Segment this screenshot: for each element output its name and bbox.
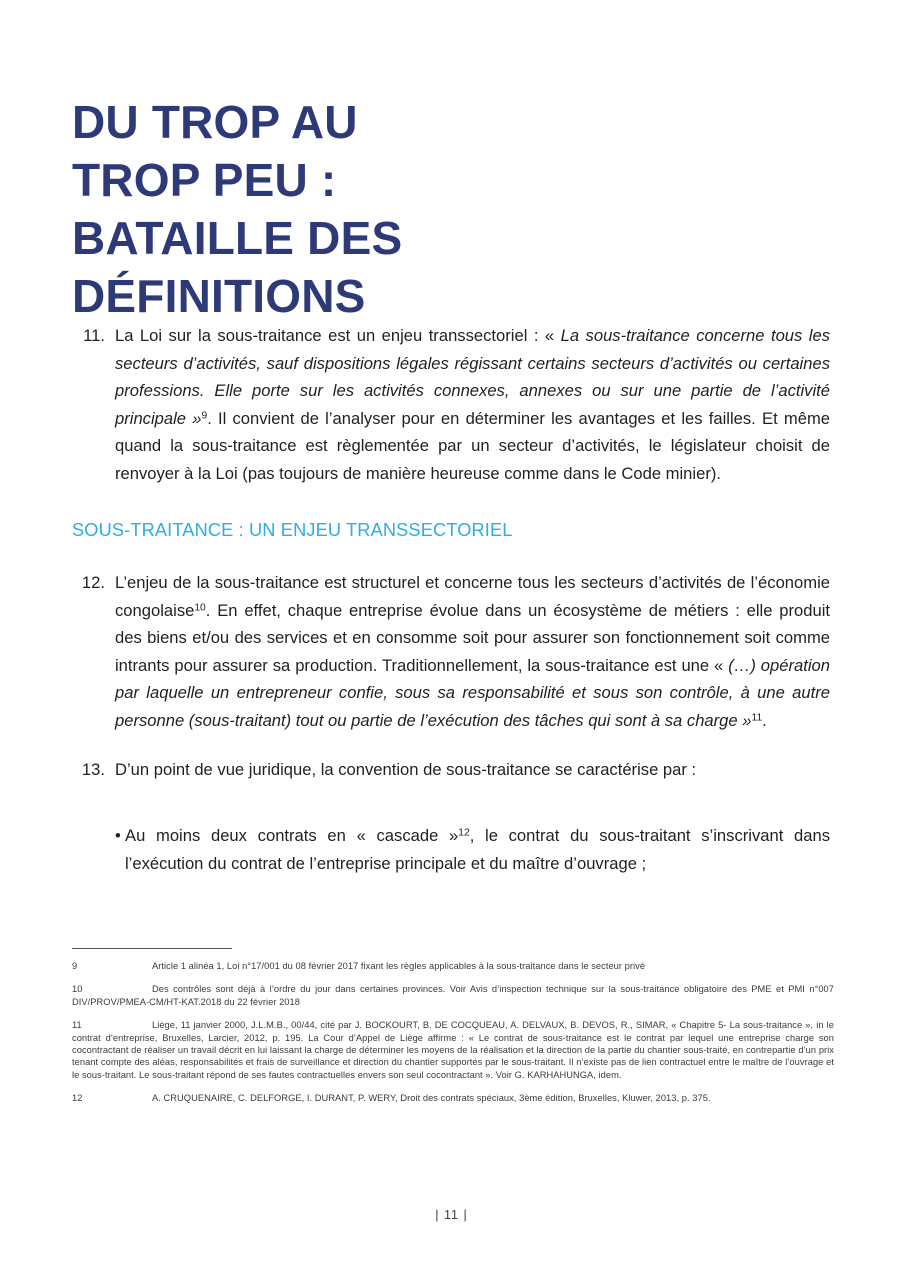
footnote-10 xyxy=(72,983,834,1008)
paragraph-11-number: 11. xyxy=(83,326,105,345)
footnote-12-text: A. CRUQUENAIRE, C. DELFORGE, I. DURANT, P. WERY, Droit des contrats spéciaux, 3ème édition, Bruxelles, Kluwer, 2013, p. 375. xyxy=(152,1093,711,1104)
list-item-text-2: , le contrat du sous-traitant s’inscrivant dans l’exécution du contrat de l’entreprise principale et du maître d’ouvrage ; xyxy=(125,826,831,873)
footnote-ref-9[interactable]: 9 xyxy=(201,410,208,422)
page-title-line-1: DU TROP AU xyxy=(72,95,358,148)
paragraph-12-text-2: . En effet, chaque entreprise évolue dans un écosystème de métiers : elle produit des biens et/ou des services et en consomme soit pour assurer son fonctionnement soit comme intrants pour assurer sa production. Traditionnellement, la sous-traitance est une « xyxy=(115,600,830,675)
list-item-text-1: Au moins deux contrats en « cascade » xyxy=(125,826,459,846)
footnote-12-number: 12 xyxy=(72,1093,83,1104)
paragraph-13-text-1: D’un point de vue juridique, la convention de sous-traitance se caractérise par : xyxy=(115,760,697,779)
footnote-ref-10[interactable]: 10 xyxy=(194,602,206,614)
document-body xyxy=(72,322,830,894)
footnote-10-text: Des contrôles sont déjà à l’ordre du jour dans certaines provinces. Voir Avis d’inspection technique sur la sous-traitance obligatoire des PME et PMI n°007 DIV/PROV/PMEA-CM/HT-KAT.2018 du 22 février 2018 xyxy=(72,984,834,1007)
paragraph-11-text-3: . Il convient de l’analyser pour en déterminer les avantages et les failles. Et même quand la sous-traitance est règlementée par un secteur d’activités, le législateur choisit de renvoyer à la Loi (pas toujours de manière heureuse comme dans le Code minier). xyxy=(115,408,830,483)
spacer xyxy=(72,543,830,569)
spacer xyxy=(72,734,830,756)
bullet-icon: • xyxy=(115,826,121,846)
footnote-11-text: Liège, 11 janvier 2000, J.L.M.B., 00/44, cité par J. BOCKOURT, B. DE COCQUEAU, A. DELVAUX, B. DEVOS, R., SIMAR, « Chapitre 5- La sous-traitance », in le contrat d’entreprise, Bruxelles, Larcier, 2012, p. 195. La Cour d’Appel de Liège affirme : « Le contrat de sous-traitance est le contrat par lequel une entreprise charge son cocontractant de réaliser un travail décrit en lui laissant la charge de déterminer les moyens de la réalisation et la direction de la partie du chantier sous-traité, en contrepartie d’un prix tenant compte des aléas, responsabilités et frais de surveillance et direction du chantier supportés par le sous-traitant. Il n’existe pas de lien contractuel entre le maître de l’ouvrage et le sous-traitant. Le sous-traitant répond de ses fautes contractuelles envers son seul cocontractant ». Voir G. KARHAHUNGA, idem. xyxy=(72,1020,834,1080)
paragraph-11-quote-1: La sous-traitance concerne tous les secteurs d’activités, sauf dispositions légales régissant certains secteurs d’activités ou certaines professions. Elle porte sur les activités connexes, annexes ou sur une partie de l’activité principale xyxy=(115,326,831,428)
paragraph-12-text-3: » xyxy=(737,710,752,730)
paragraph-12-quote-1: (…) opération par laquelle un entrepreneur confie, sous sa responsabilité et sous son contrôle, à une autre personne (sous-traitant) tout ou partie de l’exécution des tâches qui sont à sa charge xyxy=(115,655,830,730)
page-title xyxy=(72,93,572,325)
page-title-line-2: TROP PEU : xyxy=(72,153,337,206)
footnote-9 xyxy=(72,960,834,972)
footnotes-section xyxy=(72,948,834,1116)
paragraph-12-number: 12. xyxy=(81,573,105,592)
section-heading-sous-traitance: SOUS-TRAITANCE : UN ENJEU TRANSSECTORIEL xyxy=(72,520,513,540)
paragraph-12-text-1: L’enjeu de la sous-traitance est structurel et concerne tous les secteurs d’activités de l’économie congolaise xyxy=(115,573,830,620)
page-number: | 11 | xyxy=(435,1208,468,1222)
paragraph-12 xyxy=(72,569,830,734)
paragraph-13-number: 13. xyxy=(81,760,105,779)
paragraph-11-text-2: » xyxy=(186,408,202,428)
page-title-line-4: DÉFINITIONS xyxy=(72,269,366,322)
footnote-ref-11[interactable]: 11 xyxy=(751,712,763,724)
page-title-line-3: BATAILLE DES xyxy=(72,211,403,264)
paragraph-11-text-1: La Loi sur la sous-traitance est un enjeu transsectoriel : « xyxy=(115,326,561,345)
spacer xyxy=(72,487,830,517)
footnote-11 xyxy=(72,1019,834,1081)
list-item-cascade xyxy=(72,822,830,877)
paragraph-11 xyxy=(72,322,830,487)
footnote-separator xyxy=(72,948,232,949)
footnote-12 xyxy=(72,1092,834,1104)
paragraph-12-text-4: . xyxy=(762,710,767,730)
footnote-10-number: 10 xyxy=(72,984,83,995)
spacer xyxy=(72,784,830,806)
paragraph-13 xyxy=(72,756,830,784)
footnote-11-number: 11 xyxy=(72,1020,82,1031)
footnote-ref-12[interactable]: 12 xyxy=(458,827,470,839)
footnote-9-text: Article 1 alinéa 1, Loi n°17/001 du 08 février 2017 fixant les règles applicables à la sous-traitance dans le secteur privé xyxy=(152,961,646,971)
footnote-9-number: 9 xyxy=(72,961,78,971)
